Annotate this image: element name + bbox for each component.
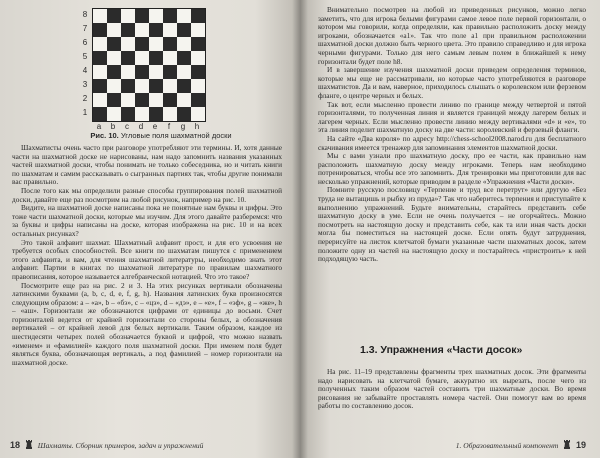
board-square — [135, 65, 149, 79]
file-label: e — [152, 122, 158, 131]
section-heading: 1.3. Упражнения «Части досок» — [360, 344, 523, 356]
board-square — [149, 93, 163, 107]
board-square — [191, 23, 205, 37]
page-number: 19 — [575, 440, 586, 450]
board-square — [93, 107, 107, 121]
board-square — [135, 37, 149, 51]
caption-text: Угловые поля шахматной доски — [120, 131, 232, 140]
paragraph: Это такой алфавит шахмат. Шахматный алфавит прост, и для его усвоения не требуется особых способностей. Все книги по шахматам пишутся с применением этого алфавита, и вам, для чтения шахматной литературы, необходимо знать этот алфавит. Партии в книгах по шахматной литературе по правилам шахматного правописания, которое называется алгебраической нотацией. Что это такое? — [12, 237, 282, 281]
board-square — [135, 9, 149, 23]
board-square — [149, 37, 163, 51]
board-square — [93, 23, 107, 37]
board-square — [135, 107, 149, 121]
paragraph: Внимательно посмотрев на любой из приведенных рисунков, можно легко заметить, что для игрока белыми фигурами самое левое поле первой горизонтали, о котором мы говорили, когда определяли, как правильно расположить доску между игроками, обозначается «a1». Так что поле a1 при правильном расположении шахматной доски должно быть черного цвета. Это правило справедливо и для игрока черными фигурами. Только для него самым левым полем в ближайшей к нему горизонтали будет поле h8. — [318, 6, 586, 66]
rank-label: 8 — [82, 10, 88, 19]
board-square — [177, 79, 191, 93]
board-square — [163, 51, 177, 65]
board-square — [107, 79, 121, 93]
board-square — [93, 65, 107, 79]
board-square — [121, 9, 135, 23]
rank-label: 1 — [82, 108, 88, 117]
right-page — [300, 0, 600, 458]
rook-icon — [25, 440, 33, 449]
board-square — [135, 23, 149, 37]
board-square — [191, 79, 205, 93]
paragraph: Посмотрите еще раз на рис. 2 и 3. На этих рисунках вертикали обозначены латинскими буквами (a, b, c, d, e, f, g, h). Названия латинских букв произносятся следующим образом: a – «а», b – «бэ», c – «цэ», d – «дэ», e – «е», f – «эф», g – «же», h – «аш». Горизонтали же обозначаются цифрами от единицы до восьми. Счет горизонталей ведется от крайней горизонтали со стороны белых, а обозначения вертикалей – от крайней левой для белых вертикали. Таким образом, каждое из шестидесяти четырех полей обозначается буквой и цифрой, что можно назвать «именем» и «фамилией» каждого поля шахматной доски. При именем поля будет являться буква, обозначающая вертикаль, а под фамилией – номер горизонтали на шахматной доске. — [12, 280, 282, 367]
paragraph: Так вот, если мысленно провести линию по границе между четвертой и пятой горизонталями, то полученная линия и является границей между лагерем белых и лагерем черных. Если мысленно провести линию между вертикалями «d» и «e», то эта линия поделит шахматную доску на две части: королевский и ферзевый фланги. — [318, 99, 586, 135]
file-label: c — [125, 122, 129, 131]
board-square — [107, 9, 121, 23]
chessboard — [92, 8, 206, 122]
book-gutter — [292, 0, 308, 458]
rank-label: 5 — [82, 52, 88, 61]
board-square — [149, 23, 163, 37]
board-square — [191, 9, 205, 23]
board-square — [107, 93, 121, 107]
board-square — [135, 79, 149, 93]
board-square — [191, 93, 205, 107]
rook-icon — [563, 440, 571, 449]
board-square — [177, 9, 191, 23]
paragraph: На сайте «Два короля» по адресу http://chess-school2008.narod.ru для бесплатного скачивания имеется тренажер для запоминания элементов шахматной доски. — [318, 133, 586, 152]
board-square — [191, 107, 205, 121]
board-square — [177, 23, 191, 37]
board-square — [163, 79, 177, 93]
board-square — [121, 79, 135, 93]
page-number: 18 — [10, 440, 21, 450]
paragraph: Помните русскую пословицу «Терпение и труд все перетрут» или другую «Без труда не вытащишь и рыбку из пруда»? Так что наберитесь терпения и приступайте к выполнению упражнений. Будьте внимательны, старайтесь представить себе шахматную доску в уме. Если не очень получается – не огорчайтесь. Можно посмотреть на настоящую доску и представить себе, как та или иная часть доски могла бы поместиться на настоящей доске. Если опять будут затруднения, перерисуйте на листок клетчатой бумаги указанные части шахматных досок, затем положите одну из частей на настоящую доску и постарайтесь «пристроить» к ней подходящую часть. — [318, 185, 586, 264]
board-square — [191, 37, 205, 51]
file-label: d — [138, 122, 144, 131]
rank-label: 7 — [82, 24, 88, 33]
board-square — [107, 37, 121, 51]
paragraph: Видите, на шахматной доске написаны пока не понятные нам буквы и цифры. Это тоже части шахматной доски, которые мы изучим. Для этого давайте разберемся: что за буквы и цифры написаны на доске, которая изображена на рис. 10 и на всех остальных рисунках? — [12, 203, 282, 238]
left-footer — [10, 440, 203, 450]
board-square — [121, 93, 135, 107]
board-square — [163, 107, 177, 121]
board-square — [93, 37, 107, 51]
running-title: Шахматы. Сборник примеров, задач и упражнений — [37, 441, 204, 450]
board-square — [135, 93, 149, 107]
board-square — [121, 37, 135, 51]
board-square — [163, 23, 177, 37]
board-square — [191, 51, 205, 65]
rank-labels — [80, 8, 90, 120]
board-square — [149, 9, 163, 23]
rank-label: 3 — [82, 80, 88, 89]
figure-caption — [56, 131, 266, 140]
paragraph: После того как мы определили разные способы группирования полей шахматной доски, давайте еще раз посмотрим на любой рисунок, например на рис. 10. — [12, 185, 282, 204]
board-square — [177, 37, 191, 51]
board-square — [93, 9, 107, 23]
section-body-text — [318, 368, 586, 440]
board-square — [149, 51, 163, 65]
file-label: b — [110, 122, 116, 131]
board-square — [121, 65, 135, 79]
paragraph: И в завершение изучения шахматной доски приведем определения терминов, которые мы еще не рассматривали, но которые часто употребляются в разговоре шахматистов. Да и вам, наверное, приходилось слышать о королевском или ферзевом фланге, о центре черных и белых. — [318, 65, 586, 100]
right-footer — [456, 440, 586, 450]
board-square — [93, 51, 107, 65]
rank-label: 6 — [82, 38, 88, 47]
file-label: a — [96, 122, 102, 131]
rank-label: 2 — [82, 94, 88, 103]
rank-label: 4 — [82, 66, 88, 75]
board-square — [163, 65, 177, 79]
paragraph: Мы с вами узнали про шахматную доску, про ее части, как правильно нам расположить шахматную доску между игроками. Теперь нам необходимо потренироваться, чтобы все это запомнить. Для тренировки мы приготовили для вас несколько упражнений, которые приводим в разделе «Упражнения «Части доски». — [318, 151, 586, 186]
board-square — [93, 79, 107, 93]
file-labels — [92, 122, 204, 131]
board-square — [163, 37, 177, 51]
board-square — [149, 79, 163, 93]
caption-number: Рис. 10. — [90, 131, 119, 140]
board-square — [121, 23, 135, 37]
board-square — [177, 93, 191, 107]
left-body-text — [12, 144, 282, 434]
board-square — [163, 93, 177, 107]
paragraph: Шахматисты очень часто при разговоре употребляют эти термины. И, хотя данные части на шахматной доске не нарисованы, нам надо запомнить названия указанных частей шахматной доски, чтобы понимать не только собеседника, но и читать книги по шахматам и самим рассказывать о сыгранных партиях так, чтобы другие понимали вас правильно. — [12, 144, 282, 187]
board-square — [177, 51, 191, 65]
running-title: 1. Образовательный компонент — [455, 441, 559, 450]
board-square — [107, 65, 121, 79]
board-square — [121, 51, 135, 65]
file-label: f — [167, 122, 171, 131]
board-square — [93, 93, 107, 107]
file-label: g — [180, 122, 186, 131]
board-square — [191, 65, 205, 79]
board-square — [135, 51, 149, 65]
paragraph: На рис. 11–19 представлены фрагменты трех шахматных досок. Эти фрагменты надо нарисовать на клетчатой бумаге, аккуратно их вырезать, после чего из полученных таким образом частей составить три шахматные доски. Во время рисования не забывайте проставлять номера частей. Они помогут вам во время работы по составлению досок. — [318, 368, 586, 411]
board-square — [149, 107, 163, 121]
board-square — [177, 107, 191, 121]
board-square — [163, 9, 177, 23]
board-square — [149, 65, 163, 79]
board-square — [107, 107, 121, 121]
file-label: h — [194, 122, 200, 131]
board-square — [121, 107, 135, 121]
board-square — [177, 65, 191, 79]
board-square — [107, 23, 121, 37]
board-square — [107, 51, 121, 65]
right-body-text — [318, 6, 586, 306]
